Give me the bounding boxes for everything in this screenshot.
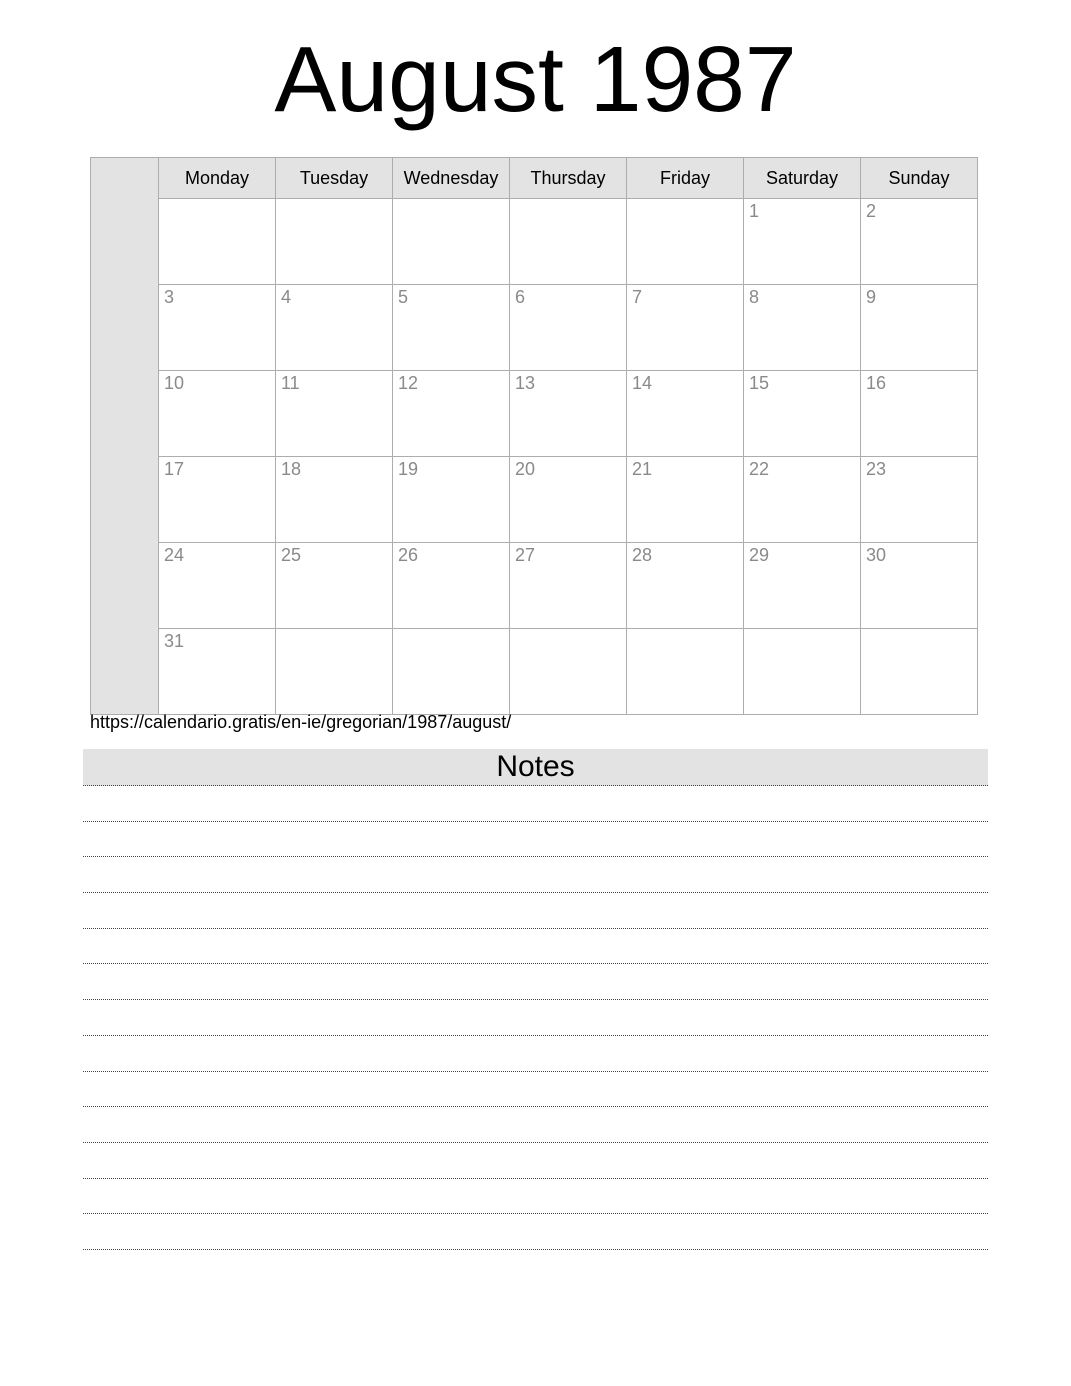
- date-number: [159, 210, 164, 212]
- day-cell: [510, 457, 627, 543]
- date-number: 25: [281, 545, 302, 565]
- day-header-wednesday: Wednesday: [393, 158, 510, 199]
- day-cell: [744, 457, 861, 543]
- note-line: [83, 1072, 988, 1108]
- date-number: 16: [866, 373, 887, 393]
- date-number: 17: [164, 459, 185, 479]
- date-number: 20: [515, 459, 536, 479]
- day-cell: [159, 371, 276, 457]
- note-line: [83, 1000, 988, 1036]
- day-header-saturday: Saturday: [744, 158, 861, 199]
- date-number: 28: [632, 545, 653, 565]
- day-cell: [510, 543, 627, 629]
- date-number: 11: [281, 373, 300, 393]
- day-cell: [744, 371, 861, 457]
- date-number: 2: [866, 201, 877, 221]
- date-number: 4: [281, 287, 292, 307]
- day-cell: [276, 629, 393, 715]
- date-number: 29: [749, 545, 770, 565]
- date-number: 18: [281, 459, 302, 479]
- day-cell: [744, 629, 861, 715]
- day-cell: [159, 457, 276, 543]
- day-cell: [627, 371, 744, 457]
- day-cell: [393, 285, 510, 371]
- note-line: [83, 893, 988, 929]
- date-number: [627, 210, 632, 212]
- note-line: [83, 929, 988, 965]
- date-number: [276, 640, 281, 642]
- day-cell: [276, 543, 393, 629]
- note-line: [83, 1143, 988, 1179]
- day-cell: [276, 199, 393, 285]
- day-header-row: [91, 158, 978, 199]
- date-number: [627, 640, 632, 642]
- day-cell: [510, 285, 627, 371]
- notes-header: [83, 749, 988, 786]
- date-number: [510, 640, 515, 642]
- date-number: 9: [866, 287, 877, 307]
- day-cell: [159, 629, 276, 715]
- date-number: 31: [164, 631, 185, 651]
- day-cell: [276, 457, 393, 543]
- date-number: [393, 210, 398, 212]
- day-cell: [159, 285, 276, 371]
- day-cell: [393, 371, 510, 457]
- week-number-column: [91, 158, 159, 715]
- day-cell: [861, 457, 978, 543]
- date-number: 26: [398, 545, 419, 565]
- day-cell: [510, 371, 627, 457]
- day-cell: [393, 543, 510, 629]
- note-line: [83, 964, 988, 1000]
- page-title: August 1987: [274, 27, 797, 131]
- calendar-body: [91, 158, 978, 715]
- date-number: 14: [632, 373, 653, 393]
- date-number: 3: [164, 287, 175, 307]
- date-number: 5: [398, 287, 409, 307]
- week-row: [91, 285, 978, 371]
- day-cell: [159, 199, 276, 285]
- date-number: 19: [398, 459, 419, 479]
- day-cell: [627, 629, 744, 715]
- week-row: [91, 543, 978, 629]
- day-cell: [510, 629, 627, 715]
- day-cell: [861, 371, 978, 457]
- date-number: [861, 640, 866, 642]
- date-number: [276, 210, 281, 212]
- date-number: 13: [515, 373, 536, 393]
- day-header-friday: Friday: [627, 158, 744, 199]
- note-line: [83, 1036, 988, 1072]
- day-cell: [627, 457, 744, 543]
- day-cell: [744, 199, 861, 285]
- week-row: [91, 371, 978, 457]
- date-number: 7: [632, 287, 643, 307]
- day-header-sunday: Sunday: [861, 158, 978, 199]
- date-number: 30: [866, 545, 887, 565]
- source-url: https://calendario.gratis/en-ie/gregorian/1987/august/: [90, 712, 512, 732]
- date-number: 22: [749, 459, 770, 479]
- week-row: [91, 199, 978, 285]
- note-line: [83, 1214, 988, 1250]
- date-number: 27: [515, 545, 536, 565]
- day-cell: [744, 543, 861, 629]
- note-line: [83, 786, 988, 822]
- date-number: [393, 640, 398, 642]
- note-line: [83, 822, 988, 858]
- date-number: 15: [749, 373, 770, 393]
- date-number: 23: [866, 459, 887, 479]
- note-line: [83, 857, 988, 893]
- notes-title: Notes: [496, 750, 575, 783]
- date-number: 24: [164, 545, 185, 565]
- note-line: [83, 1179, 988, 1215]
- day-cell: [861, 199, 978, 285]
- date-number: 1: [749, 201, 760, 221]
- day-cell: [861, 285, 978, 371]
- day-cell: [393, 457, 510, 543]
- date-number: 21: [632, 459, 653, 479]
- date-number: 10: [164, 373, 185, 393]
- day-cell: [627, 285, 744, 371]
- date-number: [510, 210, 515, 212]
- day-cell: [861, 543, 978, 629]
- day-cell: [393, 199, 510, 285]
- week-row: [91, 457, 978, 543]
- calendar-table: [90, 157, 978, 715]
- day-cell: [744, 285, 861, 371]
- date-number: 6: [515, 287, 526, 307]
- date-number: 8: [749, 287, 760, 307]
- day-cell: [276, 371, 393, 457]
- day-cell: [627, 543, 744, 629]
- day-cell: [510, 199, 627, 285]
- day-header-monday: Monday: [159, 158, 276, 199]
- date-number: [744, 640, 749, 642]
- day-cell: [393, 629, 510, 715]
- day-header-tuesday: Tuesday: [276, 158, 393, 199]
- day-cell: [627, 199, 744, 285]
- date-number: 12: [398, 373, 419, 393]
- day-cell: [276, 285, 393, 371]
- note-line: [83, 1107, 988, 1143]
- week-row: [91, 629, 978, 715]
- day-header-thursday: Thursday: [510, 158, 627, 199]
- day-cell: [159, 543, 276, 629]
- notes-lines: [83, 786, 988, 1250]
- day-cell: [861, 629, 978, 715]
